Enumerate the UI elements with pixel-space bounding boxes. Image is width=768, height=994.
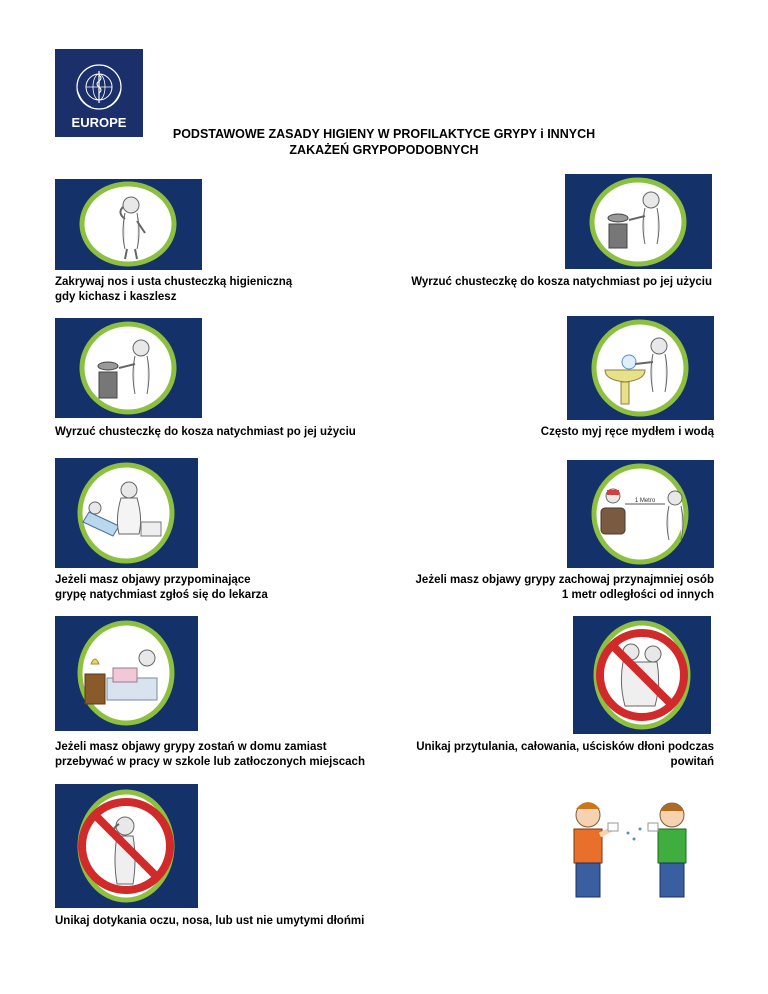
caption-cover-mouth: Zakrywaj nos i usta chusteczką higieniczną gdy kichasz i kaszlesz — [55, 276, 293, 303]
logo-region-text: EUROPE — [71, 115, 127, 130]
caption-stay-home: Jeżeli masz objawy grypy zostań w domu zamiast przebywać w pracy w szkole lub zatłoczonych miejscach — [55, 741, 365, 768]
caption-trash-bin-1: Wyrzuć chusteczkę do kosza natychmiast po jej użyciu — [411, 276, 712, 288]
trash-bin-icon — [565, 174, 712, 269]
distance-label: 1 Metro — [634, 498, 656, 504]
caption-distance: Jeżeli masz objawy grypy zachowaj przynajmniej osób 1 metr odległości od innych — [415, 574, 714, 601]
trash-bin-icon — [55, 318, 202, 418]
title-line-2: ZAKAŻEŃ GRYPOPODOBNYCH — [289, 143, 479, 157]
who-europe-logo — [55, 49, 143, 137]
illustration-distance — [567, 460, 714, 568]
caption-no-face-touch: Unikaj dotykania oczu, nosa, lub ust nie umytymi dłońmi — [55, 915, 365, 927]
cover-mouth-icon — [55, 179, 202, 270]
no-face-touch-icon — [55, 784, 198, 908]
title-line-1: PODSTAWOWE ZASADY HIGIENY W PROFILAKTYCE GRYPY i INNYCH — [172, 127, 596, 141]
illustration-doctor — [55, 458, 198, 568]
no-hugging-icon — [573, 616, 711, 734]
illustration-cover-mouth — [55, 179, 202, 270]
distance-icon — [567, 460, 714, 568]
illustration-trash-bin-1 — [565, 174, 712, 269]
illustration-wash-hands — [567, 316, 714, 420]
sneezing-children-illustration — [560, 793, 710, 911]
caption-trash-bin-2: Wyrzuć chusteczkę do kosza natychmiast po jej użyciu — [55, 426, 356, 438]
caption-no-hugging: Unikaj przytulania, całowania, uścisków dłoni podczas powitań — [416, 741, 714, 768]
caption-wash-hands: Często myj ręce mydłem i wodą — [540, 426, 714, 438]
illustration-no-hugging — [573, 616, 711, 734]
illustration-no-face-touch — [55, 784, 198, 908]
page-title — [0, 126, 768, 158]
wash-hands-icon — [567, 316, 714, 420]
illustration-trash-bin-2 — [55, 318, 202, 418]
caption-doctor: Jeżeli masz objawy przypominające grypę natychmiast zgłoś się do lekarza — [55, 574, 268, 601]
stay-home-icon — [55, 616, 198, 731]
doctor-icon — [55, 458, 198, 568]
illustration-stay-home — [55, 616, 198, 731]
